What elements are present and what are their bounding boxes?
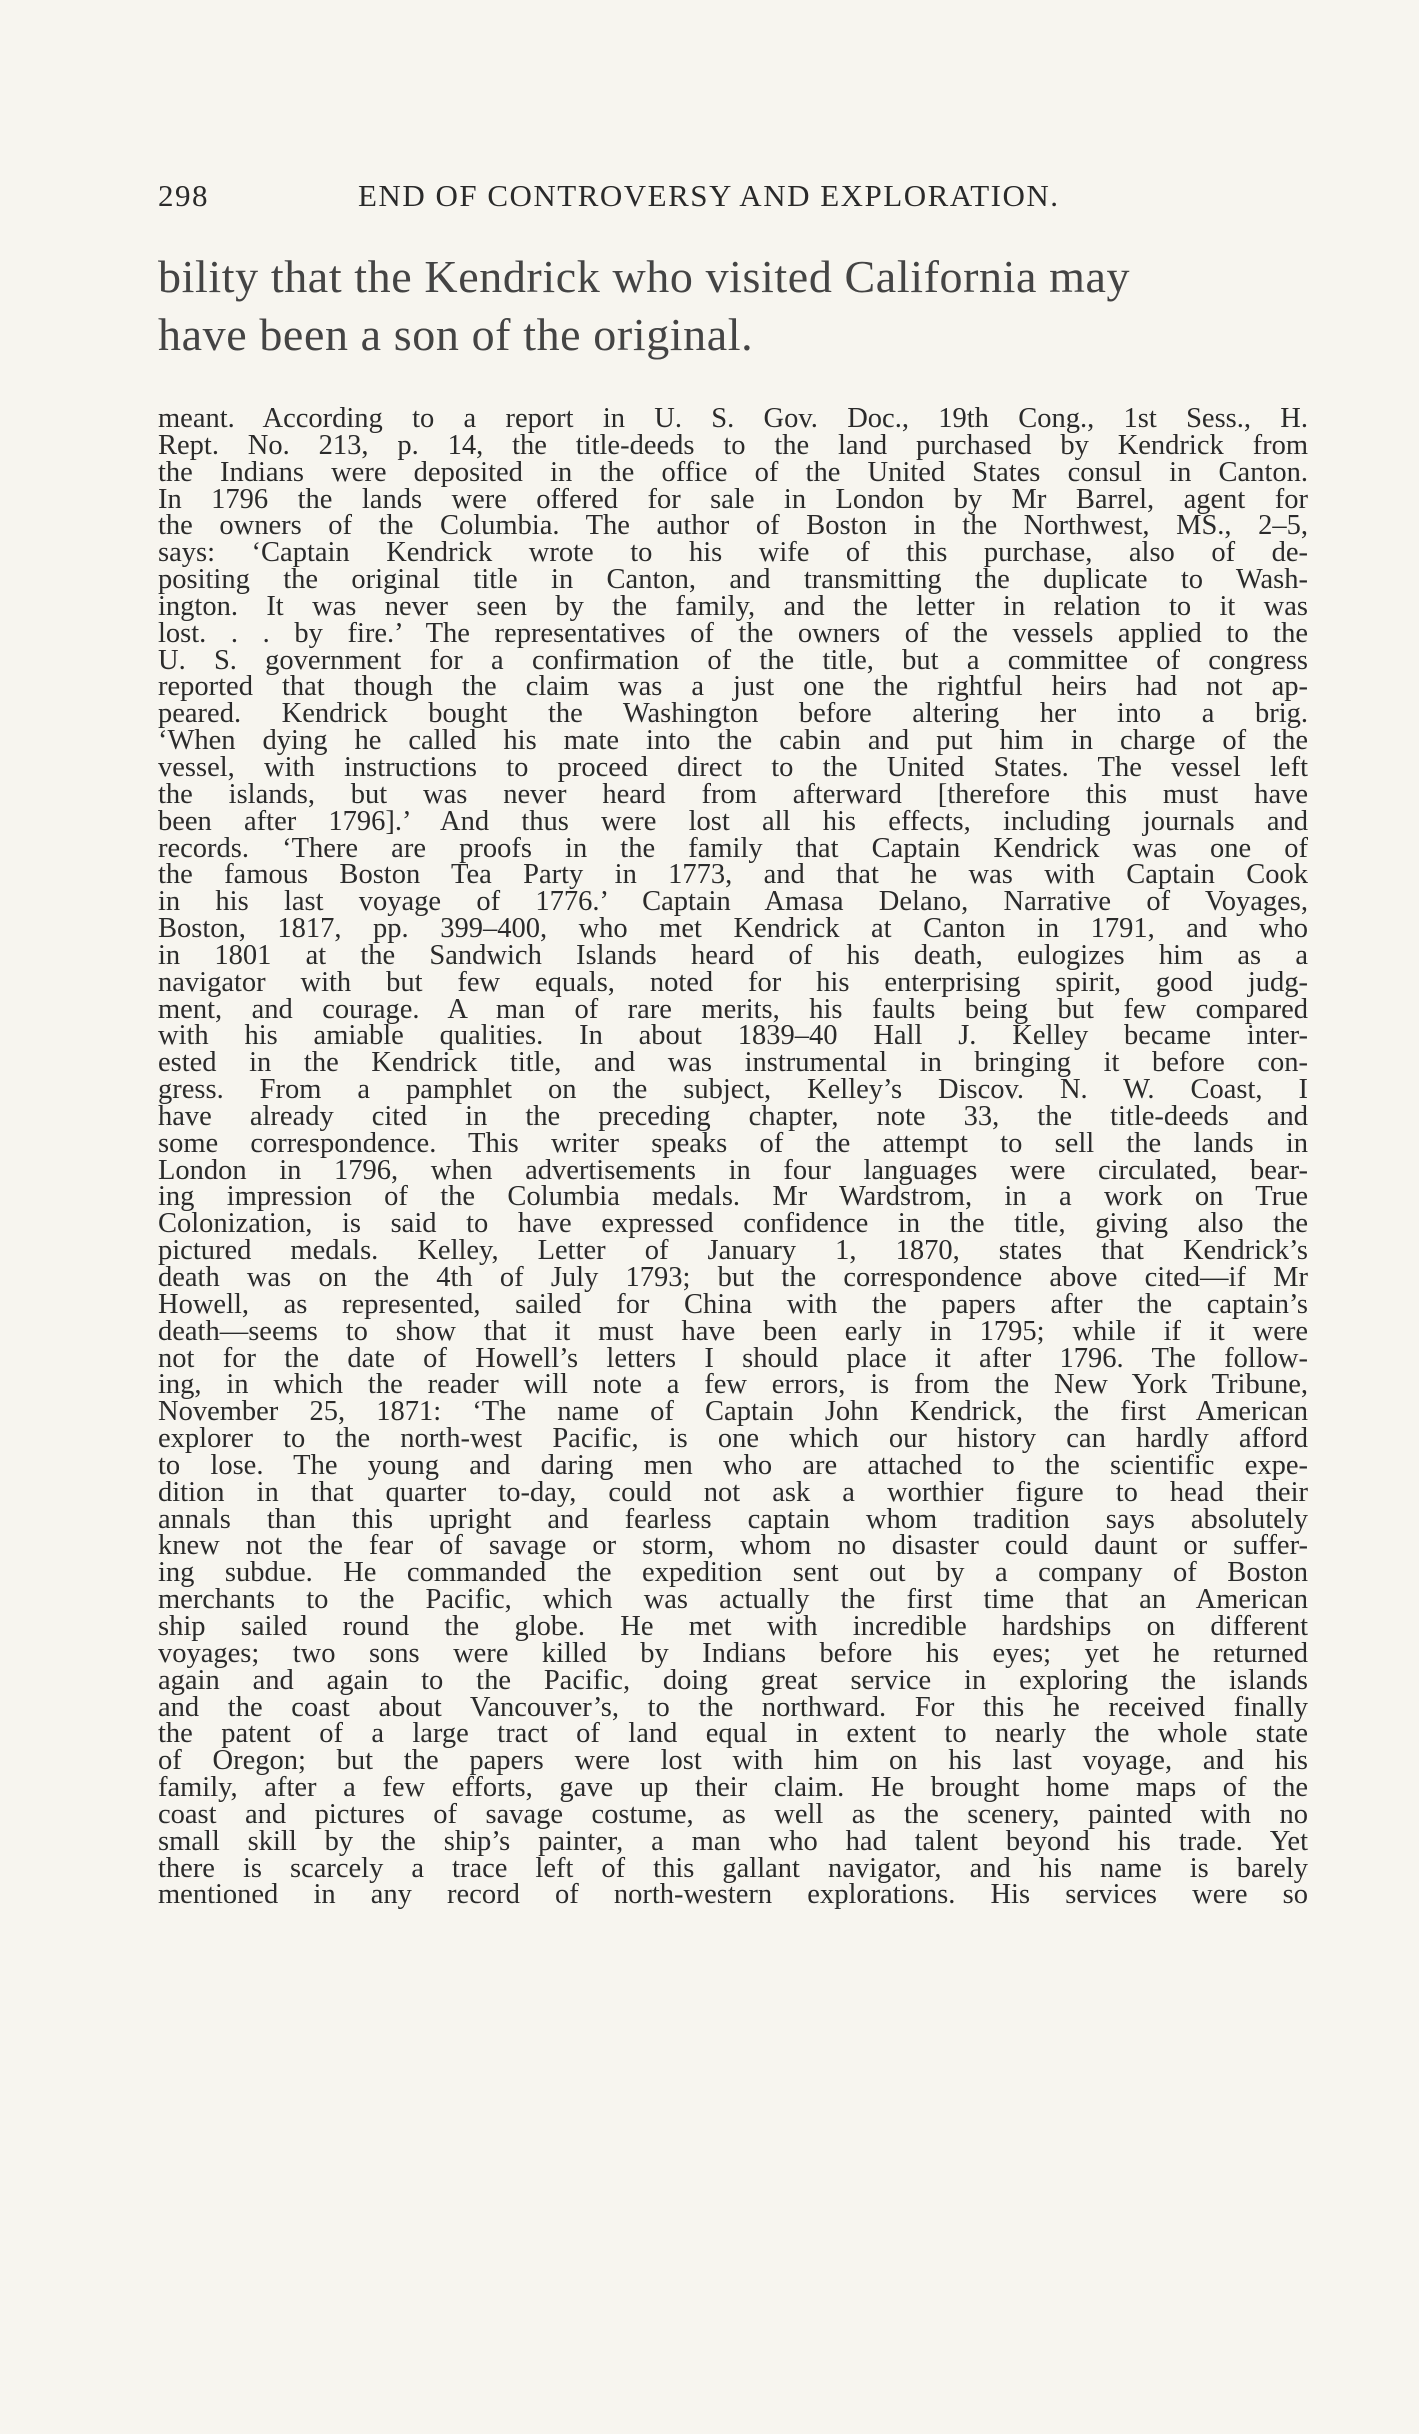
footnote-line: Boston, 1817, pp. 399–400, who met Kendrick at Canton in 1791, and who (158, 913, 1308, 945)
footnote-line: Howell, as represented, sailed for China with the papers after the captain’s (158, 1288, 1308, 1320)
footnote-line: again and again to the Pacific, doing great service in exploring the islands (158, 1664, 1308, 1696)
footnote-line: the famous Boston Tea Party in 1773, and that he was with Captain Cook (158, 859, 1308, 891)
footnote-line: ington. It was never seen by the family, and the letter in relation to it was (158, 590, 1308, 622)
footnote-text (158, 403, 1308, 1911)
footnote-line: pictured medals. Kelley, Letter of January 1, 1870, states that Kendrick’s (158, 1235, 1308, 1267)
footnote-line: in his last voyage of 1776.’ Captain Amasa Delano, Narrative of Voyages, (158, 886, 1308, 918)
footnote-line: ‘When dying he called his mate into the cabin and put him in charge of the (158, 725, 1308, 757)
footnote-line: ing subdue. He commanded the expedition sent out by a company of Boston (158, 1557, 1308, 1589)
footnote-line: In 1796 the lands were offered for sale in London by Mr Barrel, agent for (158, 483, 1308, 515)
footnote-line: meant. According to a report in U. S. Gov. Doc., 19th Cong., 1st Sess., H. (158, 403, 1308, 434)
footnote-line: ment, and courage. A man of rare merits, his faults being but few compared (158, 993, 1308, 1025)
footnote-line: coast and pictures of savage costume, as well as the scenery, painted with no (158, 1798, 1308, 1830)
footnote-line: death—seems to show that it must have been early in 1795; while if it were (158, 1315, 1308, 1347)
footnote-line: family, after a few efforts, gave up their claim. He brought home maps of the (158, 1772, 1308, 1804)
footnote-line: Rept. No. 213, p. 14, the title-deeds to the land purchased by Kendrick from (158, 429, 1308, 461)
footnote-line: have already cited in the preceding chapter, note 33, the title-deeds and (158, 1100, 1308, 1132)
footnote-line: and the coast about Vancouver’s, to the northward. For this he received finally (158, 1691, 1308, 1723)
footnote-line: gress. From a pamphlet on the subject, Kelley’s Discov. N. W. Coast, I (158, 1074, 1308, 1106)
page-header (158, 178, 1298, 222)
footnote-line: ing impression of the Columbia medals. Mr Wardstrom, in a work on True (158, 1181, 1308, 1213)
footnote-line: in 1801 at the Sandwich Islands heard of his death, eulogizes him as a (158, 939, 1308, 971)
footnote-line: not for the date of Howell’s letters I should place it after 1796. The follow- (158, 1342, 1308, 1374)
footnote-line: there is scarcely a trace left of this gallant navigator, and his name is barely (158, 1852, 1308, 1884)
footnote-line: navigator with but few equals, noted for his enterprising spirit, good judg- (158, 966, 1308, 998)
footnote-line: death was on the 4th of July 1793; but the correspondence above cited—if Mr (158, 1262, 1308, 1293)
lead-line: bility that the Kendrick who visited California may (158, 251, 1131, 302)
footnote-line: dition in that quarter to-day, could not ask a worthier figure to head their (158, 1476, 1308, 1508)
footnote-line: ing, in which the reader will note a few errors, is from the New York Tribune, (158, 1369, 1308, 1401)
footnote-line: small skill by the ship’s painter, a man who had talent beyond his trade. Yet (158, 1825, 1308, 1857)
footnote-line: the Indians were deposited in the office of the United States consul in Canton. (158, 456, 1308, 488)
footnote-line: ship sailed round the globe. He met with incredible hardships on different (158, 1610, 1308, 1642)
footnote-line: peared. Kendrick bought the Washington before altering her into a brig. (158, 698, 1308, 730)
footnote-line: the patent of a large tract of land equal in extent to nearly the whole state (158, 1718, 1308, 1750)
footnote-line: ested in the Kendrick title, and was instrumental in bringing it before con- (158, 1047, 1308, 1079)
footnote-line: November 25, 1871: ‘The name of Captain John Kendrick, the first American (158, 1396, 1308, 1428)
footnote-line: records. ‘There are proofs in the family that Captain Kendrick was one of (158, 832, 1308, 864)
footnote-line: says: ‘Captain Kendrick wrote to his wife of this purchase, also of de- (158, 537, 1308, 569)
footnote-line: knew not the fear of savage or storm, whom no disaster could daunt or suffer- (158, 1530, 1308, 1562)
footnote-line: merchants to the Pacific, which was actually the first time that an American (158, 1584, 1308, 1616)
footnote-line: to lose. The young and daring men who are attached to the scientific expe- (158, 1449, 1308, 1481)
footnote-line: been after 1796].’ And thus were lost all his effects, including journals and (158, 805, 1308, 837)
footnote-line: London in 1796, when advertisements in four languages were circulated, bear- (158, 1154, 1308, 1186)
lead-line: have been a son of the original. (158, 309, 754, 360)
footnote-line: positing the original title in Canton, and transmitting the duplicate to Wash- (158, 564, 1308, 596)
footnote-line: some correspondence. This writer speaks of the attempt to sell the lands in (158, 1127, 1308, 1159)
page-number: 298 (158, 178, 209, 213)
running-head: END OF CONTROVERSY AND EXPLORATION. (358, 178, 1060, 213)
footnote-line: mentioned in any record of north-western explorations. His services were so (158, 1879, 1308, 1911)
footnote-line: of Oregon; but the papers were lost with him on his last voyage, and his (158, 1745, 1308, 1777)
footnote-line: the islands, but was never heard from afterward [therefore this must have (158, 778, 1308, 810)
footnote-line: lost. . . by fire.’ The representatives of the owners of the vessels applied to the (158, 617, 1308, 649)
footnote-line: U. S. government for a confirmation of the title, but a committee of congress (158, 644, 1308, 676)
footnote-line: annals than this upright and fearless captain whom tradition says absolutely (158, 1503, 1308, 1535)
footnote-line: reported that though the claim was a just one the rightful heirs had not ap- (158, 671, 1308, 703)
footnote-line: vessel, with instructions to proceed direct to the United States. The vessel left (158, 751, 1308, 783)
footnote-line: the owners of the Columbia. The author of Boston in the Northwest, MS., 2–5, (158, 510, 1308, 542)
lead-paragraph (158, 248, 1308, 364)
footnote-line: Colonization, is said to have expressed confidence in the title, giving also the (158, 1208, 1308, 1240)
footnote-line: explorer to the north-west Pacific, is one which our history can hardly afford (158, 1423, 1308, 1455)
footnote-line: with his amiable qualities. In about 1839–40 Hall J. Kelley became inter- (158, 1020, 1308, 1052)
footnote-line: voyages; two sons were killed by Indians before his eyes; yet he returned (158, 1637, 1308, 1669)
